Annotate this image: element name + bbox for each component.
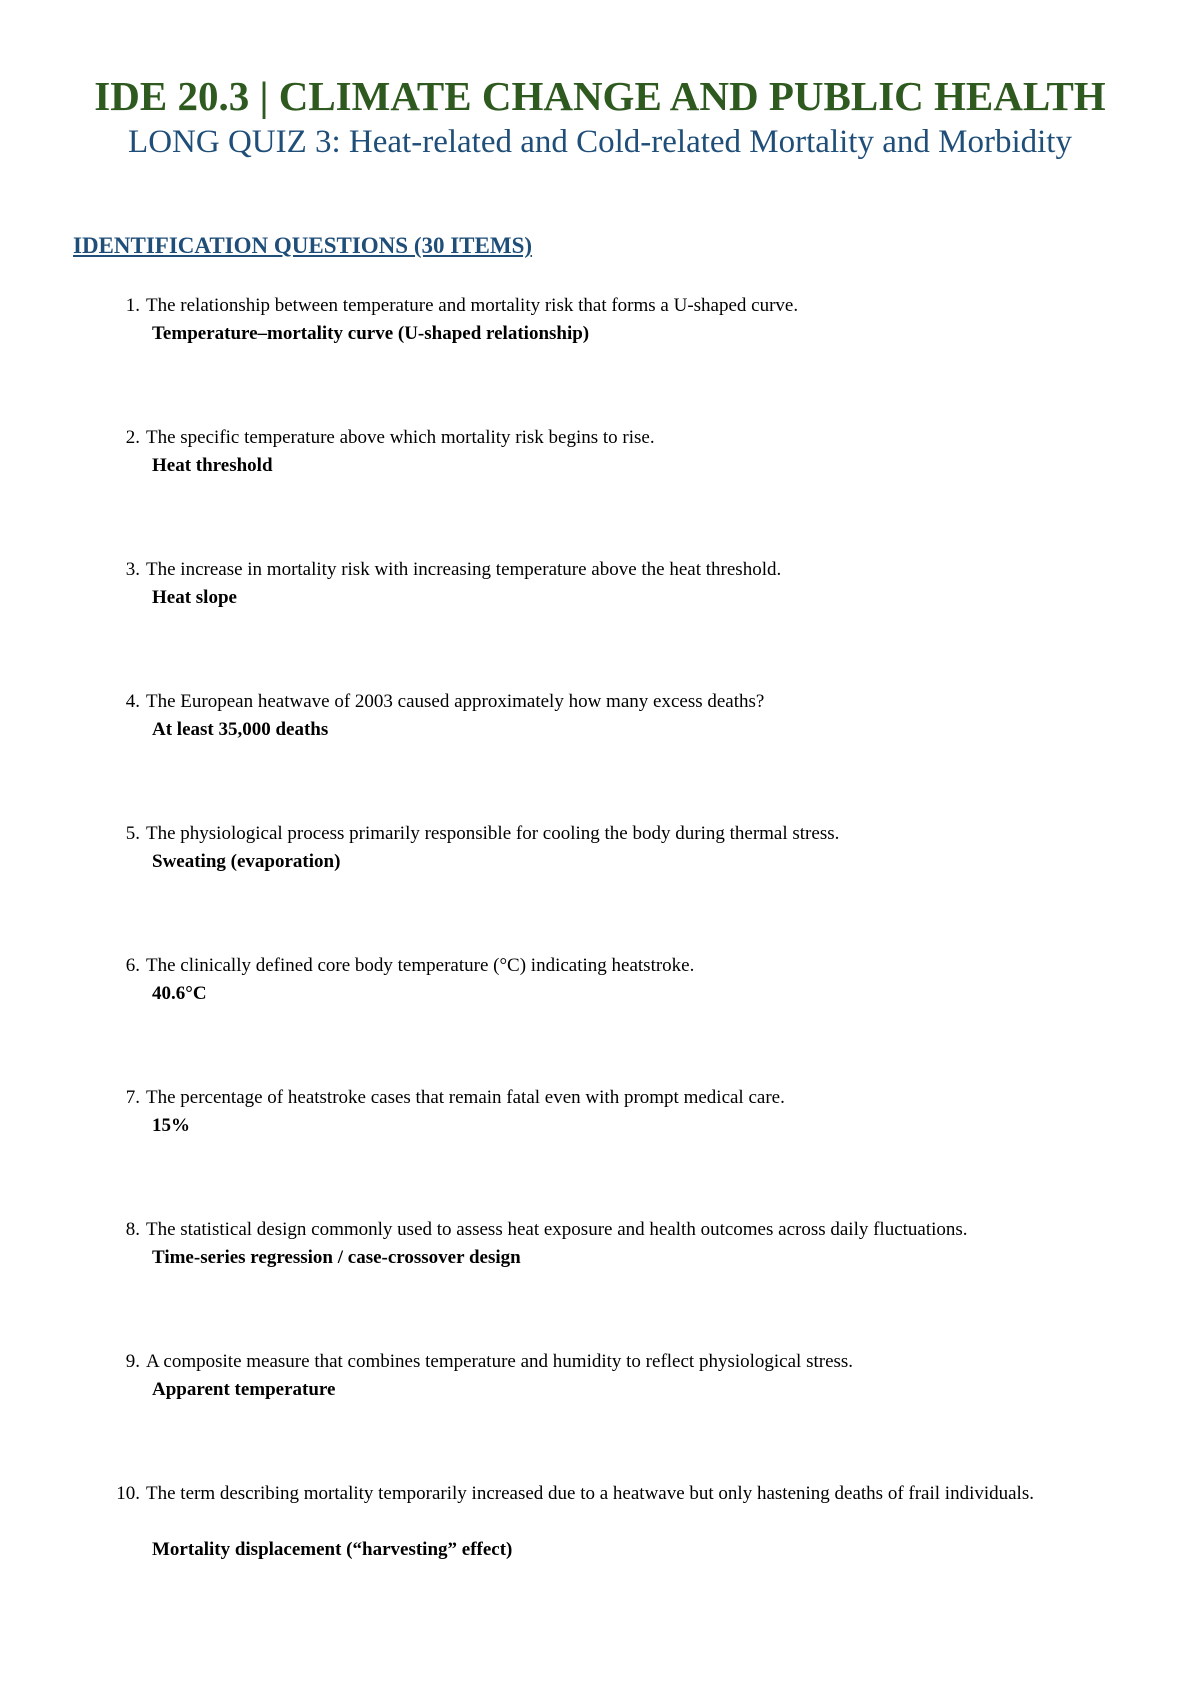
question-answer: Heat slope	[152, 587, 237, 608]
question-number: 10.	[116, 1483, 140, 1504]
question-number: 5.	[125, 823, 140, 844]
question-number: 1.	[125, 295, 140, 316]
question-text: The percentage of heatstroke cases that remain fatal even with prompt medical care.	[146, 1087, 785, 1108]
question-answer: Time-series regression / case-crossover design	[152, 1247, 521, 1268]
question-answer: Temperature–mortality curve (U-shaped relationship)	[152, 323, 590, 344]
question-number: 4.	[125, 691, 140, 712]
question-text: The specific temperature above which mortality risk begins to rise.	[146, 427, 655, 448]
question-text: The clinically defined core body temperature (°C) indicating heatstroke.	[146, 955, 695, 976]
question-number: 8.	[125, 1219, 140, 1240]
question-answer: Mortality displacement (“harvesting” effect)	[152, 1539, 513, 1560]
question-answer: 40.6°C	[152, 983, 207, 1004]
question-number: 3.	[125, 559, 140, 580]
question-text: The relationship between temperature and mortality risk that forms a U-shaped curve.	[146, 295, 799, 316]
question-answer: Sweating (evaporation)	[152, 851, 341, 872]
course-title: IDE 20.3 | CLIMATE CHANGE AND PUBLIC HEALTH	[94, 73, 1106, 119]
question-answer: Heat threshold	[152, 455, 273, 476]
section-heading: IDENTIFICATION QUESTIONS (30 ITEMS)	[73, 233, 533, 258]
question-text: The increase in mortality risk with increasing temperature above the heat threshold.	[146, 559, 782, 580]
question-number: 6.	[125, 955, 140, 976]
quiz-title: LONG QUIZ 3: Heat-related and Cold-related Mortality and Morbidity	[128, 124, 1072, 160]
question-answer: 15%	[152, 1115, 190, 1136]
question-text: The European heatwave of 2003 caused approximately how many excess deaths?	[146, 691, 765, 712]
question-answer: Apparent temperature	[152, 1379, 336, 1400]
question-answer: At least 35,000 deaths	[152, 719, 329, 740]
question-number: 9.	[125, 1351, 140, 1372]
question-text: A composite measure that combines temperature and humidity to reflect physiological stress.	[146, 1351, 854, 1372]
question-number: 2.	[125, 427, 140, 448]
question-number: 7.	[125, 1087, 140, 1108]
question-text: The statistical design commonly used to assess heat exposure and health outcomes across daily fluctuations.	[146, 1219, 968, 1240]
question-text: The physiological process primarily responsible for cooling the body during thermal stress.	[146, 823, 840, 844]
question-text: The term describing mortality temporarily increased due to a heatwave but only hastening deaths of frail individuals.	[146, 1483, 1034, 1504]
